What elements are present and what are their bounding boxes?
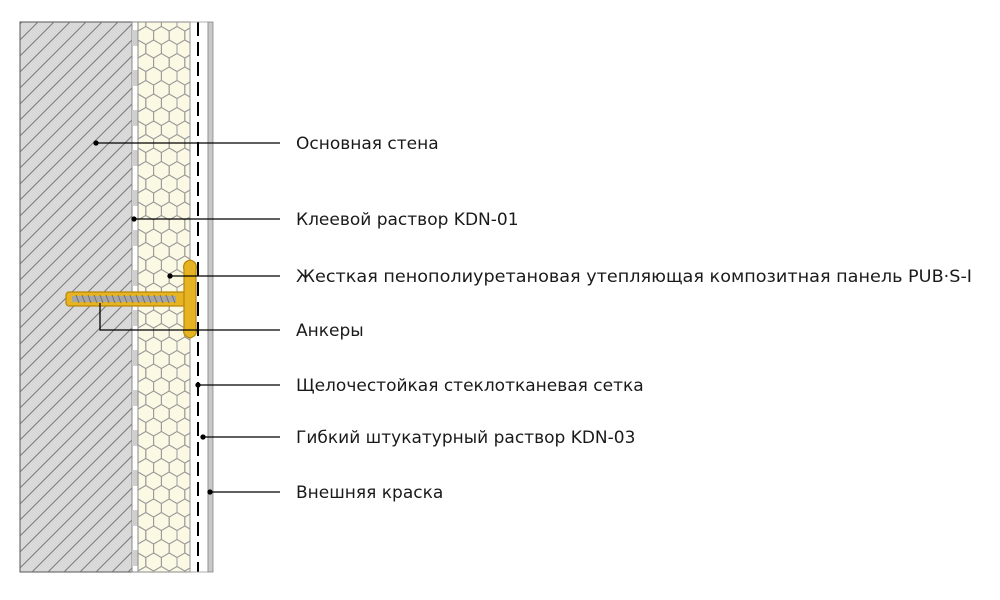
anchor-head — [184, 260, 197, 338]
label-adhesive-mortar: Клеевой раствор KDN-01 — [296, 210, 519, 230]
label-fiberglass-mesh: Щелочестойкая стеклотканевая сетка — [296, 376, 644, 396]
label-flexible-plaster: Гибкий штукатурный раствор KDN-03 — [296, 428, 636, 448]
label-base-wall: Основная стена — [296, 134, 439, 154]
label-anchors: Анкеры — [296, 321, 364, 341]
label-exterior-paint: Внешняя краска — [296, 483, 444, 503]
label-composite-panel: Жесткая пенополиуретановая утепляющая композитная панель PUB·S-I — [296, 267, 972, 287]
labels — [296, 134, 972, 503]
